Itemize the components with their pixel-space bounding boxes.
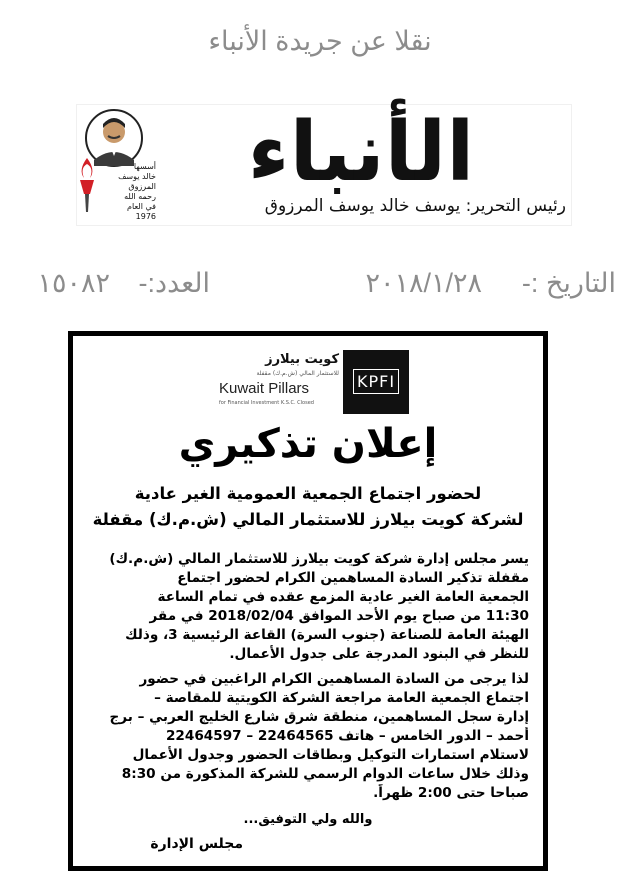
body-line: أحمد – الدور الخامس – هاتف 22464565 – 22464597 [165,728,529,744]
issue-number-label: العدد:- [138,268,210,298]
issue-number: ١٥٠٨٢ [37,268,110,298]
body-line: يسر مجلس إدارة شركة كويت بيلارز للاستثمار المالي (ش.م.ك) [109,551,529,567]
company-name-en-sub: for Financial Investment K.S.C. Closed [219,400,314,406]
company-name-ar: كويت بيلارز [265,352,339,367]
memorial-line: رحمه الله [124,192,156,201]
ad-closing: والله ولي التوفيق... [243,812,373,827]
ad-subtitle: لشركة كويت بيلارز للاستثمار المالي (ش.م.ك) مقفلة [92,510,524,529]
memorial-line: 1976 [135,212,156,221]
editor-in-chief: رئيس التحرير: يوسف خالد يوسف المرزوق [264,196,566,216]
ad-paragraph-1 [87,550,529,664]
ad-subtitle: لحضور اجتماع الجمعية العمومية الغير عادية [134,484,482,503]
memorial-line: في العام [127,202,156,211]
body-line: 11:30 من صباح يوم الأحد الموافق 2018/02/04 في مقر [149,608,529,624]
issue-info [0,268,640,302]
ad-signature: مجلس الإدارة [150,836,243,852]
body-line: اجتماع الجمعية العامة مراجعة الشركة الكويتية للمقاصة – [154,690,529,706]
kpfi-logo-mark: KPFI [343,350,409,414]
ad-title: إعلان تذكيري [178,421,438,467]
company-logo [213,350,413,410]
memorial-line: خالد يوسف [118,172,156,181]
newspaper-masthead [76,104,572,226]
issue-date-label: التاريخ :- [521,268,616,298]
body-line: مقفلة تذكير السادة المساهمين الكرام لحضور اجتماع [177,570,529,586]
body-line: لذا يرجى من السادة المساهمين الكرام الراغبين في حضور [139,671,529,687]
body-line: وذلك خلال ساعات الدوام الرسمي للشركة المذكورة من 8:30 [121,766,529,782]
memorial-line: المرزوق [128,182,156,191]
company-name-en: Kuwait Pillars [219,380,310,397]
body-line: الجمعية العامة الغير عادية المزمع عقده في تمام الساعة [157,589,529,605]
source-line: نقلا عن جريدة الأنباء [208,26,432,56]
body-line: لاستلام استمارات التوكيل وبطاقات الحضور وجدول الأعمال [132,747,529,763]
body-line: إدارة سجل المساهمين، منطقة شرق شارع الخليج العربي – برج [109,709,529,725]
memorial-line: أسسها [133,162,156,171]
ad-paragraph-2 [87,670,529,803]
body-line: صباحا حتى 2:00 ظهراً. [373,785,529,801]
memorial-note [96,162,156,222]
torch-icon [76,154,98,214]
company-name-ar-sub: للاستثمار المالي (ش.م.ك) مقفلة [256,370,339,377]
newspaper-logo: الأنباء [247,105,475,200]
body-line: للنظر في البنود المدرجة على جدول الأعمال. [229,646,529,662]
body-line: الهيئة العامة للصناعة (جنوب السرة) القاعة الرئيسية 3، وذلك [125,627,529,643]
issue-date: ٢٠١٨/١/٢٨ [365,268,482,298]
advertisement [68,331,548,871]
